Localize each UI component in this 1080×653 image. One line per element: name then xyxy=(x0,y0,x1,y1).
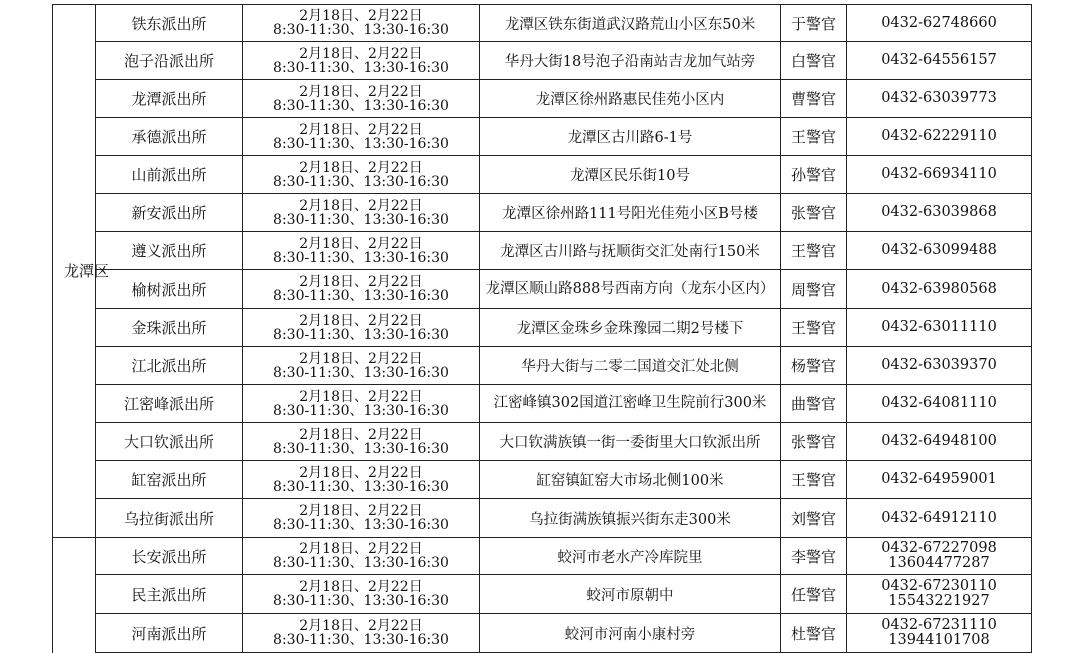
station-address: 缸窑镇缸窑大市场北侧100米 xyxy=(480,461,781,499)
service-dates: 2月18日、2月22日 xyxy=(299,159,423,176)
service-dates: 2月18日、2月22日 xyxy=(299,541,423,557)
contact-officer: 孙警官 xyxy=(781,156,847,194)
service-dates: 2月18日、2月22日 xyxy=(299,350,423,367)
service-hours-cell xyxy=(243,42,480,80)
service-dates: 2月18日、2月22日 xyxy=(299,426,423,443)
table-row xyxy=(53,385,1032,423)
phone-number: 0432-62229110 xyxy=(881,128,997,144)
contact-phone-cell xyxy=(847,270,1032,309)
phone-number: 0432-66934110 xyxy=(881,166,997,182)
contact-phone-cell xyxy=(847,118,1032,156)
police-station-schedule-table xyxy=(52,4,1032,653)
table-row xyxy=(53,614,1032,653)
contact-officer: 杜警官 xyxy=(781,614,847,653)
contact-officer: 王警官 xyxy=(781,232,847,270)
contact-phone-cell xyxy=(847,385,1032,423)
station-address: 龙潭区古川路6-1号 xyxy=(480,118,781,156)
station-address: 江密峰镇302国道江密峰卫生院前行300米 xyxy=(480,385,781,423)
station-address: 龙潭区顺山路888号西南方向（龙东小区内） xyxy=(480,270,781,309)
table-row xyxy=(53,575,1032,614)
station-address: 大口钦满族镇一街一委街里大口钦派出所 xyxy=(480,423,781,461)
station-address: 乌拉街满族镇振兴街东走300米 xyxy=(480,499,781,538)
service-hours-cell xyxy=(243,270,480,309)
service-times: 8:30-11:30、13:30-16:30 xyxy=(273,288,449,304)
service-hours-cell xyxy=(243,423,480,461)
table-row xyxy=(53,538,1032,575)
station-address: 龙潭区徐州路惠民佳苑小区内 xyxy=(480,80,781,118)
station-name: 泡子沿派出所 xyxy=(96,42,243,80)
contact-phone-cell xyxy=(847,232,1032,270)
contact-phone-cell xyxy=(847,194,1032,232)
phone-number: 0432-67231110 xyxy=(881,617,997,633)
contact-officer: 王警官 xyxy=(781,118,847,156)
service-times: 8:30-11:30、13:30-16:30 xyxy=(273,517,449,533)
station-name: 民主派出所 xyxy=(96,575,243,614)
service-hours-cell xyxy=(243,232,480,270)
station-name: 龙潭派出所 xyxy=(96,80,243,118)
service-times: 8:30-11:30、13:30-16:30 xyxy=(273,211,449,228)
contact-officer: 白警官 xyxy=(781,42,847,80)
service-hours-cell xyxy=(243,461,480,499)
phone-number: 0432-64959001 xyxy=(881,471,997,487)
service-times: 8:30-11:30、13:30-16:30 xyxy=(273,364,449,381)
table-row xyxy=(53,80,1032,118)
station-name: 河南派出所 xyxy=(96,614,243,653)
service-times: 8:30-11:30、13:30-16:30 xyxy=(273,59,449,76)
table-row xyxy=(53,270,1032,309)
service-hours-cell xyxy=(243,538,480,575)
table-row xyxy=(53,232,1032,270)
station-name: 乌拉街派出所 xyxy=(96,499,243,538)
service-dates: 2月18日、2月22日 xyxy=(299,197,423,214)
phone-number: 0432-62748660 xyxy=(881,14,997,31)
table-row xyxy=(53,461,1032,499)
service-dates: 2月18日、2月22日 xyxy=(299,45,423,62)
service-times: 8:30-11:30、13:30-16:30 xyxy=(273,402,449,419)
table-row xyxy=(53,5,1032,42)
phone-number: 15543221927 xyxy=(888,593,990,609)
contact-phone-cell xyxy=(847,538,1032,575)
service-times: 8:30-11:30、13:30-16:30 xyxy=(273,478,449,495)
service-dates: 2月18日、2月22日 xyxy=(299,503,423,519)
table-row xyxy=(53,309,1032,347)
contact-officer: 曲警官 xyxy=(781,385,847,423)
station-address: 龙潭区铁东街道武汉路荒山小区东50米 xyxy=(480,5,781,42)
service-dates: 2月18日、2月22日 xyxy=(299,121,423,138)
service-dates: 2月18日、2月22日 xyxy=(299,579,423,595)
service-hours-cell xyxy=(243,614,480,653)
service-times: 8:30-11:30、13:30-16:30 xyxy=(273,593,449,609)
contact-phone-cell xyxy=(847,614,1032,653)
service-hours-cell xyxy=(243,575,480,614)
contact-officer: 李警官 xyxy=(781,538,847,575)
contact-phone-cell xyxy=(847,309,1032,347)
table-row xyxy=(53,118,1032,156)
service-hours-cell xyxy=(243,347,480,385)
contact-officer: 张警官 xyxy=(781,423,847,461)
station-address: 华丹大街与二零二国道交汇处北侧 xyxy=(480,347,781,385)
service-dates: 2月18日、2月22日 xyxy=(299,8,423,24)
station-name: 缸窑派出所 xyxy=(96,461,243,499)
service-times: 8:30-11:30、13:30-16:30 xyxy=(273,97,449,114)
station-address: 龙潭区金珠乡金珠豫园二期2号楼下 xyxy=(480,309,781,347)
service-hours-cell xyxy=(243,194,480,232)
station-name: 江密峰派出所 xyxy=(96,385,243,423)
service-dates: 2月18日、2月22日 xyxy=(299,312,423,329)
service-dates: 2月18日、2月22日 xyxy=(299,464,423,481)
service-hours-cell xyxy=(243,80,480,118)
service-times: 8:30-11:30、13:30-16:30 xyxy=(273,555,449,571)
station-address: 蛟河市河南小康村旁 xyxy=(480,614,781,653)
phone-number: 13604477287 xyxy=(888,555,990,571)
phone-number: 0432-67230110 xyxy=(881,578,997,594)
station-name: 铁东派出所 xyxy=(96,5,243,42)
contact-phone-cell xyxy=(847,5,1032,42)
contact-phone-cell xyxy=(847,156,1032,194)
schedule-table-body xyxy=(53,5,1032,653)
phone-number: 0432-64556157 xyxy=(881,52,997,68)
contact-phone-cell xyxy=(847,575,1032,614)
phone-number: 0432-63039868 xyxy=(881,204,997,220)
table-row xyxy=(53,499,1032,538)
service-times: 8:30-11:30、13:30-16:30 xyxy=(273,326,449,343)
service-times: 8:30-11:30、13:30-16:30 xyxy=(273,249,449,266)
district-cell xyxy=(53,5,110,538)
service-times: 8:30-11:30、13:30-16:30 xyxy=(273,22,449,38)
table-row xyxy=(53,42,1032,80)
contact-phone-cell xyxy=(847,347,1032,385)
service-hours-cell xyxy=(243,385,480,423)
service-times: 8:30-11:30、13:30-16:30 xyxy=(273,440,449,457)
contact-phone-cell xyxy=(847,42,1032,80)
service-hours-cell xyxy=(243,156,480,194)
phone-number: 13944101708 xyxy=(888,632,990,648)
phone-number: 0432-64912110 xyxy=(881,509,997,526)
station-name: 榆树派出所 xyxy=(96,270,243,309)
district-cell xyxy=(53,538,96,653)
service-times: 8:30-11:30、13:30-16:30 xyxy=(273,632,449,648)
service-hours-cell xyxy=(243,5,480,42)
phone-number: 0432-63039370 xyxy=(881,357,997,373)
contact-officer: 王警官 xyxy=(781,309,847,347)
service-dates: 2月18日、2月22日 xyxy=(299,618,423,634)
service-dates: 2月18日、2月22日 xyxy=(299,274,423,290)
contact-phone-cell xyxy=(847,423,1032,461)
station-name: 大口钦派出所 xyxy=(96,423,243,461)
phone-number: 0432-63099488 xyxy=(881,242,997,258)
station-name: 遵义派出所 xyxy=(96,232,243,270)
station-address: 蛟河市老水产冷库院里 xyxy=(480,538,781,575)
station-address: 龙潭区徐州路111号阳光佳苑小区B号楼 xyxy=(480,194,781,232)
station-address: 蛟河市原朝中 xyxy=(480,575,781,614)
station-name: 江北派出所 xyxy=(96,347,243,385)
table-row xyxy=(53,194,1032,232)
service-dates: 2月18日、2月22日 xyxy=(299,83,423,100)
service-hours-cell xyxy=(243,118,480,156)
service-dates: 2月18日、2月22日 xyxy=(299,235,423,252)
station-address: 龙潭区民乐街10号 xyxy=(480,156,781,194)
contact-officer: 杨警官 xyxy=(781,347,847,385)
service-dates: 2月18日、2月22日 xyxy=(299,388,423,405)
table-row xyxy=(53,156,1032,194)
contact-officer: 刘警官 xyxy=(781,499,847,538)
contact-officer: 王警官 xyxy=(781,461,847,499)
station-address: 龙潭区古川路与抚顺街交汇处南行150米 xyxy=(480,232,781,270)
station-name: 山前派出所 xyxy=(96,156,243,194)
phone-number: 0432-63011110 xyxy=(881,319,997,335)
station-name: 承德派出所 xyxy=(96,118,243,156)
service-times: 8:30-11:30、13:30-16:30 xyxy=(273,173,449,190)
phone-number: 0432-63980568 xyxy=(881,280,997,297)
contact-officer: 周警官 xyxy=(781,270,847,309)
phone-number: 0432-64948100 xyxy=(881,433,997,449)
station-address: 华丹大街18号泡子沿南站吉龙加气站旁 xyxy=(480,42,781,80)
phone-number: 0432-67227098 xyxy=(881,540,997,556)
station-name: 长安派出所 xyxy=(96,538,243,575)
station-name: 新安派出所 xyxy=(96,194,243,232)
contact-officer: 曹警官 xyxy=(781,80,847,118)
phone-number: 0432-63039773 xyxy=(881,90,997,106)
contact-phone-cell xyxy=(847,80,1032,118)
contact-phone-cell xyxy=(847,499,1032,538)
district-name: 龙潭区 xyxy=(64,261,110,280)
station-name: 金珠派出所 xyxy=(96,309,243,347)
contact-officer: 任警官 xyxy=(781,575,847,614)
contact-officer: 张警官 xyxy=(781,194,847,232)
table-row xyxy=(53,347,1032,385)
contact-officer: 于警官 xyxy=(781,5,847,42)
service-hours-cell xyxy=(243,309,480,347)
service-times: 8:30-11:30、13:30-16:30 xyxy=(273,135,449,152)
service-hours-cell xyxy=(243,499,480,538)
contact-phone-cell xyxy=(847,461,1032,499)
phone-number: 0432-64081110 xyxy=(881,395,997,411)
table-row xyxy=(53,423,1032,461)
